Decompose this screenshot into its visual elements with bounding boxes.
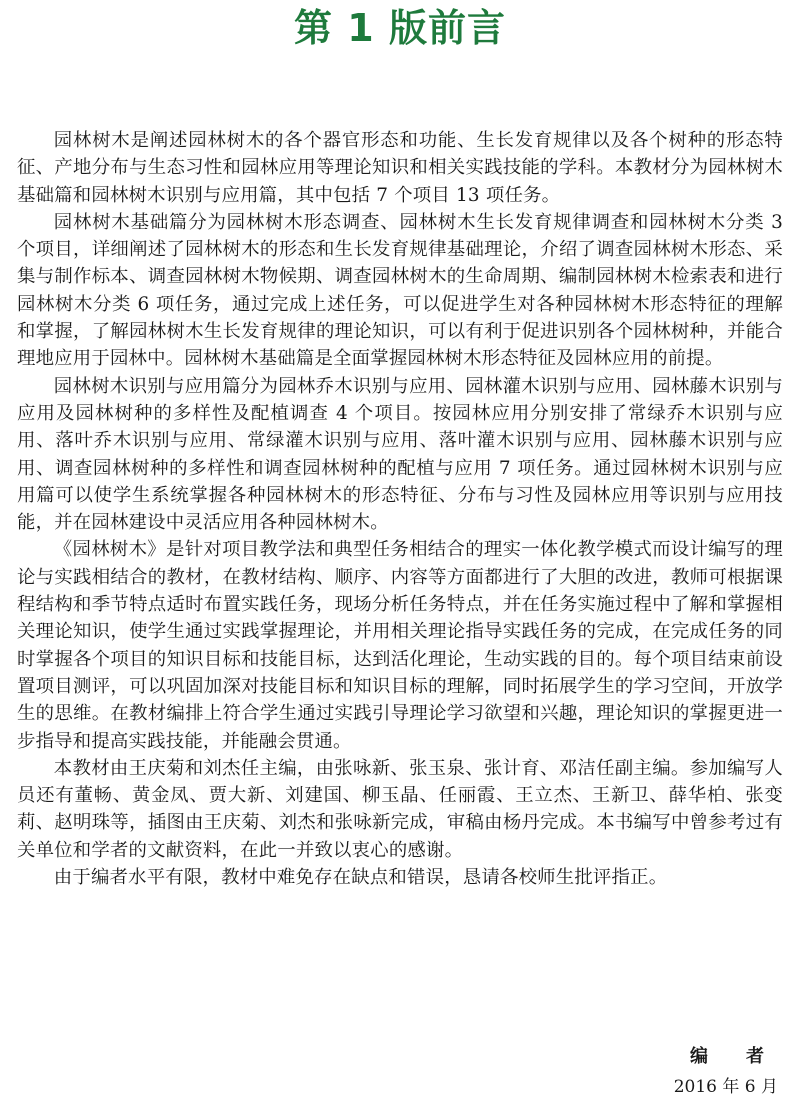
- paragraph-2: 园林树木基础篇分为园林树木形态调查、园林树木生长发育规律调查和园林树木分类 3 个项目，详细阐述了园林树木的形态和生长发育规律基础理论，介绍了调查园林树木形态、采集与制作标本、调查园林树木物候期、调查园林树木的生命周期、编制园林树木检索表和进行园林树木分类 6 项任务，通过完成上述任务，可以促进学生对各种园林树木形态特征的理解和掌握，了解园林树木生长发育规律的理论知识，可以有利于促进识别各个园林树种，并能合理地应用于园林中。园林树木基础篇是全面掌握园林树木形态特征及园林应用的前提。: [17, 211, 783, 370]
- body-text: [17, 127, 783, 891]
- paragraph-4: 《园林树木》是针对项目教学法和典型任务相结合的理实一体化教学模式而设计编写的理论与实践相结合的教材，在教材结构、顺序、内容等方面都进行了大胆的改进，教师可根据课程结构和季节特点适时布置实践任务，现场分析任务特点，并在任务实施过程中了解和掌握相关理论知识，使学生通过实践掌握理论，并用相关理论指导实践任务的完成，在完成任务的同时掌握各个项目的知识目标和技能目标，达到活化理论，生动实践的目的。每个项目结束前设置项目测评，可以巩固加深对技能目标和知识目标的理解，同时拓展学生的学习空间，开放学生的思维。在教材编排上符合学生通过实践引导理论学习欲望和兴趣，理论知识的掌握更进一步指导和提高实践技能，并能融会贯通。: [17, 539, 783, 752]
- paragraph-3: 园林树木识别与应用篇分为园林乔木识别与应用、园林灌木识别与应用、园林藤木识别与应用及园林树种的多样性及配植调查 4 个项目。按园林应用分别安排了常绿乔木识别与应用、落叶乔木识别与应用、常绿灌木识别与应用、落叶灌木识别与应用、园林藤木识别与应用、调查园林树种的多样性和调查园林树种的配植与应用 7 项任务。通过园林树木识别与应用篇可以使学生系统掌握各种园林树木的形态特征、分布与习性及园林应用等识别与应用技能，并在园林建设中灵活应用各种园林树木。: [17, 375, 783, 534]
- page-title: 第 1 版前言: [294, 6, 506, 50]
- editor-signature: 编 者: [690, 1046, 774, 1067]
- preface-date: 2016 年 6 月: [673, 1077, 778, 1097]
- paragraph-6: 由于编者水平有限，教材中难免存在缺点和错误，恳请各校师生批评指正。: [53, 867, 668, 889]
- paragraph-5: 本教材由王庆菊和刘杰任主编，由张咏新、张玉泉、张计育、邓洁任副主编。参加编写人员还有董畅、黄金凤、贾大新、刘建国、柳玉晶、任丽霞、王立杰、王新卫、薛华柏、张变莉、赵明珠等，插图由王庆菊、刘杰和张咏新完成，审稿由杨丹完成。本书编写中曾参考过有关单位和学者的文献资料，在此一并致以衷心的感谢。: [17, 757, 783, 861]
- paragraph-1: 园林树木是阐述园林树木的各个器官形态和功能、生长发育规律以及各个树种的形态特征、产地分布与生态习性和园林应用等理论知识和相关实践技能的学科。本教材分为园林树木基础篇和园林树木识别与应用篇，其中包括 7 个项目 13 项任务。: [17, 130, 783, 206]
